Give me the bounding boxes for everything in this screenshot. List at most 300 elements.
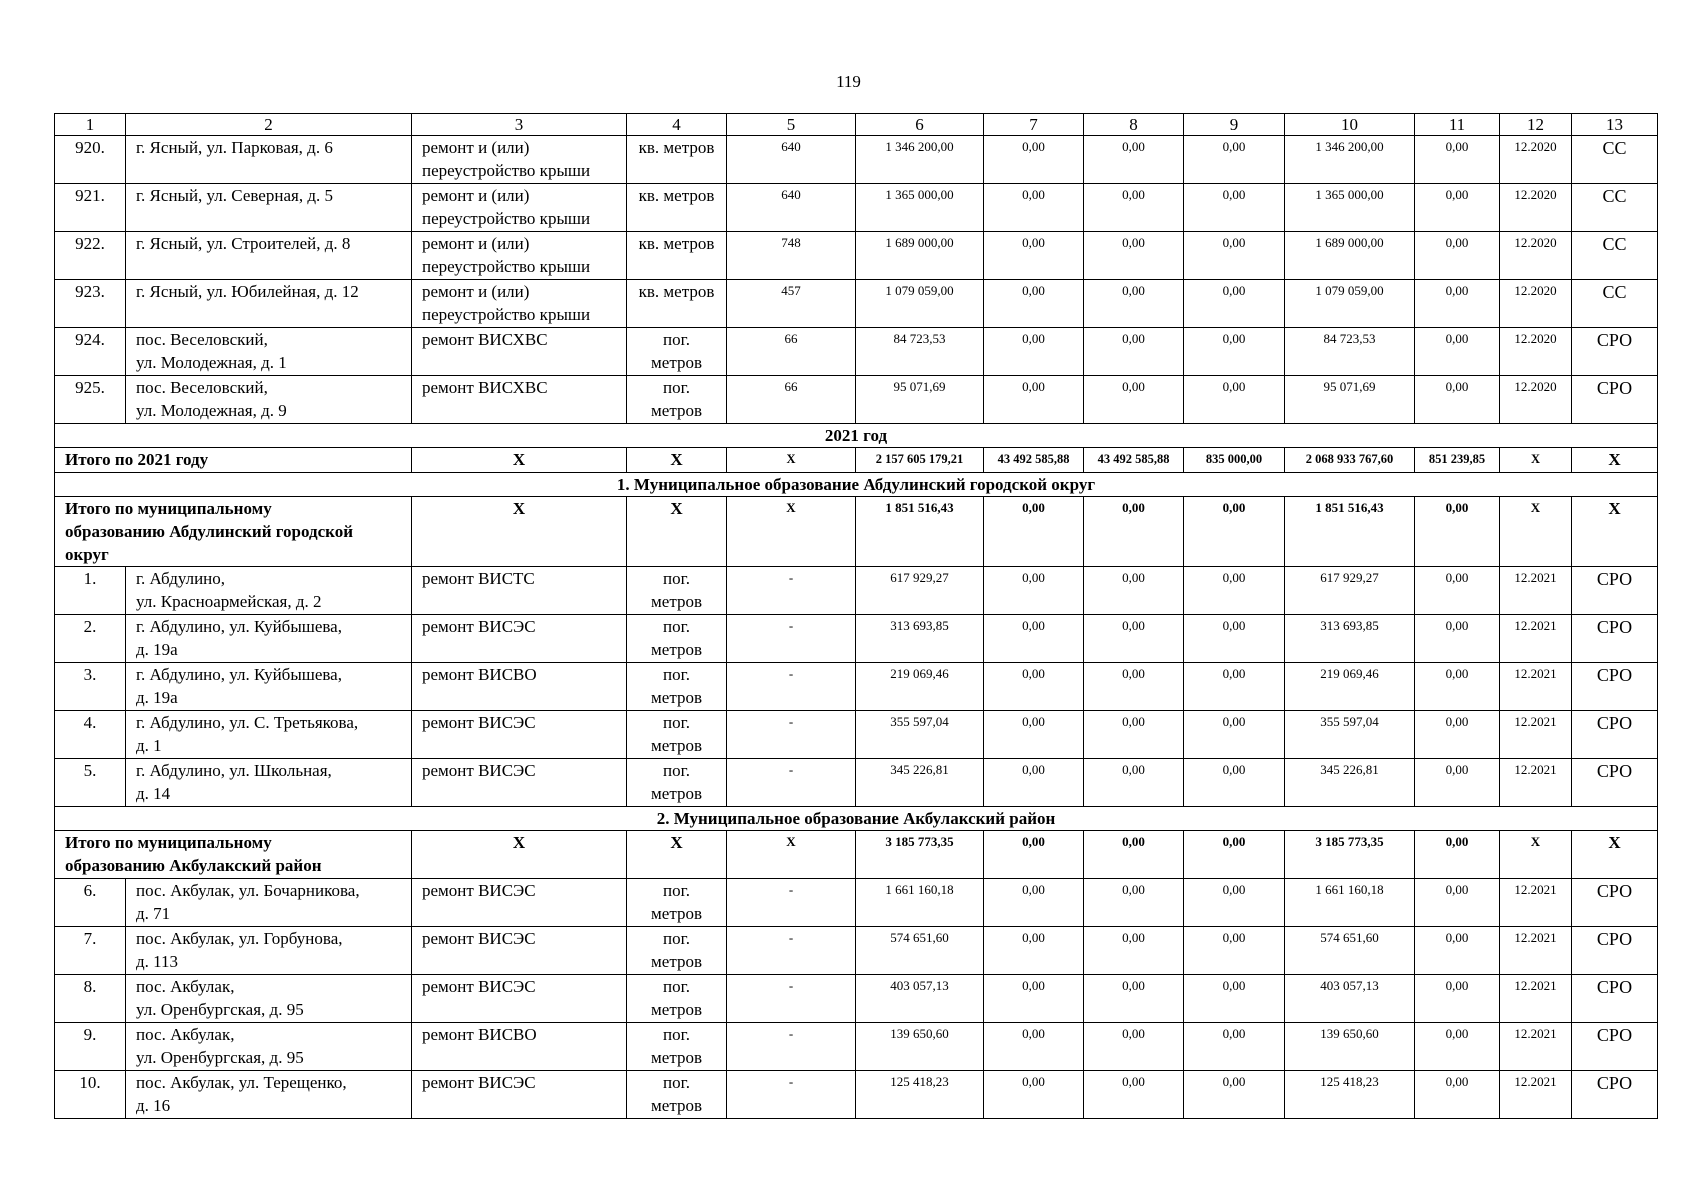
row-number: 9. bbox=[55, 1023, 126, 1071]
value-cell: 0,00 bbox=[1184, 1071, 1285, 1119]
value-cell: 84 723,53 bbox=[856, 328, 984, 376]
row-number: 1. bbox=[55, 567, 126, 615]
value-cell: 0,00 bbox=[1415, 879, 1500, 927]
value-cell: 12.2021 bbox=[1500, 1071, 1572, 1119]
value-cell: - bbox=[727, 615, 856, 663]
year-header-title: 2021 год bbox=[55, 424, 1658, 448]
total-value-cell: X bbox=[1500, 448, 1572, 473]
total-value-cell: 0,00 bbox=[1415, 831, 1500, 879]
total-x-cell: X bbox=[1572, 831, 1658, 879]
value-cell: 0,00 bbox=[1184, 567, 1285, 615]
total-value-cell: X bbox=[1500, 497, 1572, 567]
value-cell: 0,00 bbox=[1184, 927, 1285, 975]
address-cell bbox=[126, 879, 412, 927]
address-cell bbox=[126, 927, 412, 975]
value-cell: 95 071,69 bbox=[856, 376, 984, 424]
section-2-header bbox=[55, 807, 1658, 831]
row-number: 922. bbox=[55, 232, 126, 280]
line-2: переустройство крыши bbox=[422, 305, 591, 324]
row-number: 925. bbox=[55, 376, 126, 424]
total-value-cell: 3 185 773,35 bbox=[1285, 831, 1415, 879]
contractor-type-cell: СРО bbox=[1572, 663, 1658, 711]
line-1: пос. Акбулак, ул. Бочарникова, bbox=[136, 881, 360, 900]
total-label bbox=[55, 448, 412, 473]
line-1: г. Абдулино, bbox=[136, 569, 226, 588]
address-cell bbox=[126, 1023, 412, 1071]
page-number: 119 bbox=[836, 72, 861, 91]
value-cell: 12.2021 bbox=[1500, 567, 1572, 615]
address-cell bbox=[126, 184, 412, 232]
row-number: 4. bbox=[55, 711, 126, 759]
line-2: метров bbox=[651, 736, 702, 755]
unit-cell bbox=[627, 975, 727, 1023]
value-cell: - bbox=[727, 879, 856, 927]
line-2: метров bbox=[651, 401, 702, 420]
value-cell: 0,00 bbox=[1415, 711, 1500, 759]
row-number: 920. bbox=[55, 136, 126, 184]
work-type-cell bbox=[412, 615, 627, 663]
line-2: д. 71 bbox=[136, 904, 171, 923]
value-cell: 0,00 bbox=[984, 663, 1084, 711]
line-1: ремонт ВИСЭС bbox=[422, 617, 536, 636]
value-cell: 12.2020 bbox=[1500, 184, 1572, 232]
value-cell: 0,00 bbox=[984, 879, 1084, 927]
line-2: метров bbox=[651, 640, 702, 659]
unit-cell bbox=[627, 567, 727, 615]
value-cell: 1 079 059,00 bbox=[856, 280, 984, 328]
value-cell: 0,00 bbox=[1084, 615, 1184, 663]
total-label-line: Итого по 2021 году bbox=[65, 450, 209, 469]
total-value-cell: X bbox=[727, 497, 856, 567]
value-cell: - bbox=[727, 1023, 856, 1071]
line-2: ул. Молодежная, д. 1 bbox=[136, 353, 287, 372]
row-number: 924. bbox=[55, 328, 126, 376]
value-cell: - bbox=[727, 927, 856, 975]
line-1: пог. bbox=[663, 617, 690, 636]
value-cell: 0,00 bbox=[984, 1023, 1084, 1071]
line-2: метров bbox=[651, 952, 702, 971]
line-1: пос. Веселовский, bbox=[136, 330, 268, 349]
value-cell: 0,00 bbox=[1184, 663, 1285, 711]
row-number: 3. bbox=[55, 663, 126, 711]
line-1: г. Ясный, ул. Северная, д. 5 bbox=[136, 186, 333, 205]
total-label-line: образованию Акбулакский район bbox=[65, 856, 322, 875]
unit-cell bbox=[627, 136, 727, 184]
value-cell: 1 689 000,00 bbox=[856, 232, 984, 280]
row-number: 7. bbox=[55, 927, 126, 975]
value-cell: 0,00 bbox=[1415, 567, 1500, 615]
address-cell bbox=[126, 759, 412, 807]
line-2: метров bbox=[651, 353, 702, 372]
value-cell: 12.2021 bbox=[1500, 927, 1572, 975]
address-cell bbox=[126, 376, 412, 424]
line-2: переустройство крыши bbox=[422, 209, 591, 228]
line-2: переустройство крыши bbox=[422, 257, 591, 276]
table-row bbox=[55, 927, 1658, 975]
total-x-cell: X bbox=[1572, 497, 1658, 567]
column-header: 9 bbox=[1184, 114, 1285, 136]
value-cell: 0,00 bbox=[1184, 280, 1285, 328]
line-2: д. 113 bbox=[136, 952, 179, 971]
contractor-type-cell: СРО bbox=[1572, 1071, 1658, 1119]
header-row bbox=[55, 114, 1658, 136]
total-label-line: Итого по муниципальному bbox=[65, 499, 272, 518]
line-2: метров bbox=[651, 1048, 702, 1067]
value-cell: 748 bbox=[727, 232, 856, 280]
total-value-cell: 2 157 605 179,21 bbox=[856, 448, 984, 473]
row-number: 6. bbox=[55, 879, 126, 927]
line-2: метров bbox=[651, 904, 702, 923]
value-cell: 0,00 bbox=[1184, 376, 1285, 424]
value-cell: 125 418,23 bbox=[856, 1071, 984, 1119]
value-cell: 617 929,27 bbox=[856, 567, 984, 615]
row-number: 923. bbox=[55, 280, 126, 328]
line-1: кв. метров bbox=[638, 234, 715, 253]
value-cell: 0,00 bbox=[1084, 184, 1184, 232]
table-row bbox=[55, 184, 1658, 232]
value-cell: 0,00 bbox=[1084, 1071, 1184, 1119]
work-type-cell bbox=[412, 1023, 627, 1071]
line-1: пог. bbox=[663, 665, 690, 684]
value-cell: 12.2020 bbox=[1500, 280, 1572, 328]
line-1: пог. bbox=[663, 881, 690, 900]
value-cell: 0,00 bbox=[984, 328, 1084, 376]
line-2: метров bbox=[651, 688, 702, 707]
row-number: 921. bbox=[55, 184, 126, 232]
line-2: метров bbox=[651, 784, 702, 803]
value-cell: 0,00 bbox=[984, 567, 1084, 615]
unit-cell bbox=[627, 280, 727, 328]
value-cell: 0,00 bbox=[1415, 328, 1500, 376]
line-1: пос. Акбулак, ул. Горбунова, bbox=[136, 929, 343, 948]
line-2: д. 14 bbox=[136, 784, 171, 803]
table-body bbox=[55, 114, 1658, 1119]
value-cell: 0,00 bbox=[1184, 136, 1285, 184]
contractor-type-cell: СС bbox=[1572, 232, 1658, 280]
work-type-cell bbox=[412, 759, 627, 807]
value-cell: 313 693,85 bbox=[856, 615, 984, 663]
line-1: пог. bbox=[663, 330, 690, 349]
value-cell: 0,00 bbox=[1084, 975, 1184, 1023]
line-2: метров bbox=[651, 592, 702, 611]
total-value-cell: X bbox=[727, 831, 856, 879]
value-cell: 355 597,04 bbox=[856, 711, 984, 759]
line-1: ремонт ВИСЭС bbox=[422, 929, 536, 948]
value-cell: 0,00 bbox=[1084, 567, 1184, 615]
work-type-cell bbox=[412, 280, 627, 328]
value-cell: 0,00 bbox=[1084, 232, 1184, 280]
total-value-cell: 0,00 bbox=[984, 497, 1084, 567]
line-1: ремонт ВИСЭС bbox=[422, 977, 536, 996]
value-cell: 345 226,81 bbox=[856, 759, 984, 807]
table-row bbox=[55, 280, 1658, 328]
total-value-cell: 0,00 bbox=[1084, 497, 1184, 567]
value-cell: 0,00 bbox=[984, 136, 1084, 184]
value-cell: 12.2021 bbox=[1500, 879, 1572, 927]
unit-cell bbox=[627, 663, 727, 711]
contractor-type-cell: СРО bbox=[1572, 328, 1658, 376]
line-1: г. Абдулино, ул. Школьная, bbox=[136, 761, 332, 780]
line-1: ремонт ВИСЭС bbox=[422, 881, 536, 900]
line-1: г. Абдулино, ул. С. Третьякова, bbox=[136, 713, 359, 732]
value-cell: 0,00 bbox=[984, 184, 1084, 232]
contractor-type-cell: СС bbox=[1572, 280, 1658, 328]
value-cell: 0,00 bbox=[1084, 927, 1184, 975]
value-cell: 0,00 bbox=[1084, 759, 1184, 807]
value-cell: - bbox=[727, 1071, 856, 1119]
total-value-cell: 0,00 bbox=[1184, 497, 1285, 567]
value-cell: 1 346 200,00 bbox=[856, 136, 984, 184]
line-2: метров bbox=[651, 1096, 702, 1115]
value-cell: 1 661 160,18 bbox=[1285, 879, 1415, 927]
value-cell: 1 689 000,00 bbox=[1285, 232, 1415, 280]
line-2: ул. Оренбургская, д. 95 bbox=[136, 1000, 304, 1019]
value-cell: 0,00 bbox=[1415, 759, 1500, 807]
work-type-cell bbox=[412, 328, 627, 376]
column-header: 6 bbox=[856, 114, 984, 136]
section-2-header-title: 2. Муниципальное образование Акбулакский район bbox=[55, 807, 1658, 831]
line-2: ул. Красноармейская, д. 2 bbox=[136, 592, 322, 611]
unit-cell bbox=[627, 927, 727, 975]
section-1-header-title: 1. Муниципальное образование Абдулинский городской округ bbox=[55, 473, 1658, 497]
total-value-cell: 2 068 933 767,60 bbox=[1285, 448, 1415, 473]
column-header: 10 bbox=[1285, 114, 1415, 136]
value-cell: 0,00 bbox=[1184, 975, 1285, 1023]
line-2: метров bbox=[651, 1000, 702, 1019]
column-header: 1 bbox=[55, 114, 126, 136]
table-row bbox=[55, 975, 1658, 1023]
line-1: ремонт ВИСЭС bbox=[422, 713, 536, 732]
line-1: пос. Акбулак, bbox=[136, 1025, 235, 1044]
value-cell: 0,00 bbox=[1084, 663, 1184, 711]
total-value-cell: 43 492 585,88 bbox=[984, 448, 1084, 473]
line-1: г. Ясный, ул. Парковая, д. 6 bbox=[136, 138, 333, 157]
value-cell: 457 bbox=[727, 280, 856, 328]
value-cell: 12.2021 bbox=[1500, 759, 1572, 807]
work-type-cell bbox=[412, 184, 627, 232]
total-value-cell: 3 185 773,35 bbox=[856, 831, 984, 879]
column-header: 8 bbox=[1084, 114, 1184, 136]
column-header: 3 bbox=[412, 114, 627, 136]
line-1: пог. bbox=[663, 1073, 690, 1092]
total-value-cell: X bbox=[1500, 831, 1572, 879]
contractor-type-cell: СС bbox=[1572, 136, 1658, 184]
row-number: 5. bbox=[55, 759, 126, 807]
line-2: ул. Молодежная, д. 9 bbox=[136, 401, 287, 420]
total-x-cell: X bbox=[412, 448, 627, 473]
column-header: 2 bbox=[126, 114, 412, 136]
value-cell: 0,00 bbox=[1415, 615, 1500, 663]
value-cell: 0,00 bbox=[984, 711, 1084, 759]
line-1: пог. bbox=[663, 929, 690, 948]
unit-cell bbox=[627, 1071, 727, 1119]
table-row bbox=[55, 567, 1658, 615]
line-2: д. 19а bbox=[136, 688, 178, 707]
value-cell: 219 069,46 bbox=[856, 663, 984, 711]
value-cell: 0,00 bbox=[984, 615, 1084, 663]
value-cell: 0,00 bbox=[1184, 711, 1285, 759]
table-row bbox=[55, 1071, 1658, 1119]
address-cell bbox=[126, 328, 412, 376]
value-cell: 0,00 bbox=[1415, 280, 1500, 328]
value-cell: 0,00 bbox=[1184, 615, 1285, 663]
total-value-cell: 43 492 585,88 bbox=[1084, 448, 1184, 473]
total-x-cell: X bbox=[412, 497, 627, 567]
work-type-cell bbox=[412, 376, 627, 424]
line-1: г. Абдулино, ул. Куйбышева, bbox=[136, 617, 342, 636]
total-value-cell: 0,00 bbox=[1415, 497, 1500, 567]
value-cell: 139 650,60 bbox=[856, 1023, 984, 1071]
value-cell: - bbox=[727, 567, 856, 615]
table-row bbox=[55, 136, 1658, 184]
unit-cell bbox=[627, 711, 727, 759]
line-1: пог. bbox=[663, 761, 690, 780]
value-cell: 640 bbox=[727, 136, 856, 184]
line-1: ремонт и (или) bbox=[422, 186, 530, 205]
value-cell: 0,00 bbox=[1415, 376, 1500, 424]
total-label-line: Итого по муниципальному bbox=[65, 833, 272, 852]
value-cell: 0,00 bbox=[1184, 1023, 1285, 1071]
value-cell: 12.2021 bbox=[1500, 615, 1572, 663]
total-label-line: округ bbox=[65, 545, 109, 564]
unit-cell bbox=[627, 184, 727, 232]
contractor-type-cell: СРО bbox=[1572, 711, 1658, 759]
line-1: кв. метров bbox=[638, 186, 715, 205]
total-label bbox=[55, 497, 412, 567]
unit-cell bbox=[627, 759, 727, 807]
value-cell: 0,00 bbox=[1415, 232, 1500, 280]
value-cell: 0,00 bbox=[984, 232, 1084, 280]
line-1: пог. bbox=[663, 1025, 690, 1044]
value-cell: 617 929,27 bbox=[1285, 567, 1415, 615]
value-cell: 0,00 bbox=[1415, 663, 1500, 711]
column-header: 5 bbox=[727, 114, 856, 136]
value-cell: 12.2021 bbox=[1500, 663, 1572, 711]
unit-cell bbox=[627, 328, 727, 376]
work-type-cell bbox=[412, 927, 627, 975]
unit-cell bbox=[627, 1023, 727, 1071]
table-row bbox=[55, 615, 1658, 663]
value-cell: 1 365 000,00 bbox=[856, 184, 984, 232]
value-cell: 0,00 bbox=[1184, 184, 1285, 232]
value-cell: 0,00 bbox=[1415, 136, 1500, 184]
value-cell: 0,00 bbox=[1184, 328, 1285, 376]
capital-repair-table bbox=[54, 113, 1658, 1119]
total-x-cell: X bbox=[627, 497, 727, 567]
value-cell: 313 693,85 bbox=[1285, 615, 1415, 663]
line-1: ремонт ВИСВО bbox=[422, 1025, 537, 1044]
contractor-type-cell: СРО bbox=[1572, 376, 1658, 424]
value-cell: 0,00 bbox=[1084, 711, 1184, 759]
unit-cell bbox=[627, 376, 727, 424]
value-cell: 1 346 200,00 bbox=[1285, 136, 1415, 184]
column-header: 7 bbox=[984, 114, 1084, 136]
line-2: д. 16 bbox=[136, 1096, 171, 1115]
total-value-cell: X bbox=[727, 448, 856, 473]
value-cell: 0,00 bbox=[1084, 376, 1184, 424]
total-x-cell: X bbox=[627, 831, 727, 879]
value-cell: 0,00 bbox=[984, 280, 1084, 328]
work-type-cell bbox=[412, 1071, 627, 1119]
line-2: ул. Оренбургская, д. 95 bbox=[136, 1048, 304, 1067]
value-cell: 0,00 bbox=[1084, 328, 1184, 376]
row-number: 8. bbox=[55, 975, 126, 1023]
value-cell: 219 069,46 bbox=[1285, 663, 1415, 711]
value-cell: 125 418,23 bbox=[1285, 1071, 1415, 1119]
table-row bbox=[55, 759, 1658, 807]
line-1: ремонт и (или) bbox=[422, 138, 530, 157]
column-header: 13 bbox=[1572, 114, 1658, 136]
line-1: ремонт и (или) bbox=[422, 282, 530, 301]
total-value-cell: 1 851 516,43 bbox=[856, 497, 984, 567]
work-type-cell bbox=[412, 975, 627, 1023]
total-value-cell: 0,00 bbox=[984, 831, 1084, 879]
address-cell bbox=[126, 136, 412, 184]
value-cell: 1 365 000,00 bbox=[1285, 184, 1415, 232]
work-type-cell bbox=[412, 879, 627, 927]
value-cell: 12.2020 bbox=[1500, 328, 1572, 376]
value-cell: 12.2021 bbox=[1500, 711, 1572, 759]
line-1: пос. Акбулак, bbox=[136, 977, 235, 996]
table-row bbox=[55, 376, 1658, 424]
line-1: ремонт ВИСТС bbox=[422, 569, 535, 588]
contractor-type-cell: СС bbox=[1572, 184, 1658, 232]
value-cell: 0,00 bbox=[1184, 759, 1285, 807]
line-1: пог. bbox=[663, 713, 690, 732]
line-1: кв. метров bbox=[638, 282, 715, 301]
value-cell: 0,00 bbox=[984, 376, 1084, 424]
line-1: кв. метров bbox=[638, 138, 715, 157]
address-cell bbox=[126, 1071, 412, 1119]
table-row bbox=[55, 232, 1658, 280]
value-cell: 0,00 bbox=[1415, 1023, 1500, 1071]
line-1: ремонт ВИСЭС bbox=[422, 761, 536, 780]
total-value-cell: 1 851 516,43 bbox=[1285, 497, 1415, 567]
column-header: 4 bbox=[627, 114, 727, 136]
unit-cell bbox=[627, 879, 727, 927]
value-cell: 66 bbox=[727, 328, 856, 376]
value-cell: 12.2021 bbox=[1500, 975, 1572, 1023]
column-header: 12 bbox=[1500, 114, 1572, 136]
value-cell: 0,00 bbox=[984, 1071, 1084, 1119]
value-cell: 0,00 bbox=[1415, 1071, 1500, 1119]
table-row bbox=[55, 879, 1658, 927]
total-x-cell: X bbox=[627, 448, 727, 473]
total-value-cell: 0,00 bbox=[1084, 831, 1184, 879]
value-cell: 403 057,13 bbox=[1285, 975, 1415, 1023]
address-cell bbox=[126, 567, 412, 615]
line-1: ремонт ВИСВО bbox=[422, 665, 537, 684]
year-header bbox=[55, 424, 1658, 448]
value-cell: 0,00 bbox=[984, 927, 1084, 975]
contractor-type-cell: СРО bbox=[1572, 759, 1658, 807]
value-cell: - bbox=[727, 975, 856, 1023]
section-1-total-row bbox=[55, 497, 1658, 567]
work-type-cell bbox=[412, 136, 627, 184]
address-cell bbox=[126, 663, 412, 711]
total-value-cell: 0,00 bbox=[1184, 831, 1285, 879]
address-cell bbox=[126, 975, 412, 1023]
value-cell: 95 071,69 bbox=[1285, 376, 1415, 424]
line-1: ремонт ВИСХВС bbox=[422, 378, 548, 397]
value-cell: 0,00 bbox=[984, 759, 1084, 807]
value-cell: 12.2020 bbox=[1500, 376, 1572, 424]
value-cell: 0,00 bbox=[1084, 1023, 1184, 1071]
value-cell: 84 723,53 bbox=[1285, 328, 1415, 376]
section-1-header bbox=[55, 473, 1658, 497]
address-cell bbox=[126, 232, 412, 280]
value-cell: 66 bbox=[727, 376, 856, 424]
